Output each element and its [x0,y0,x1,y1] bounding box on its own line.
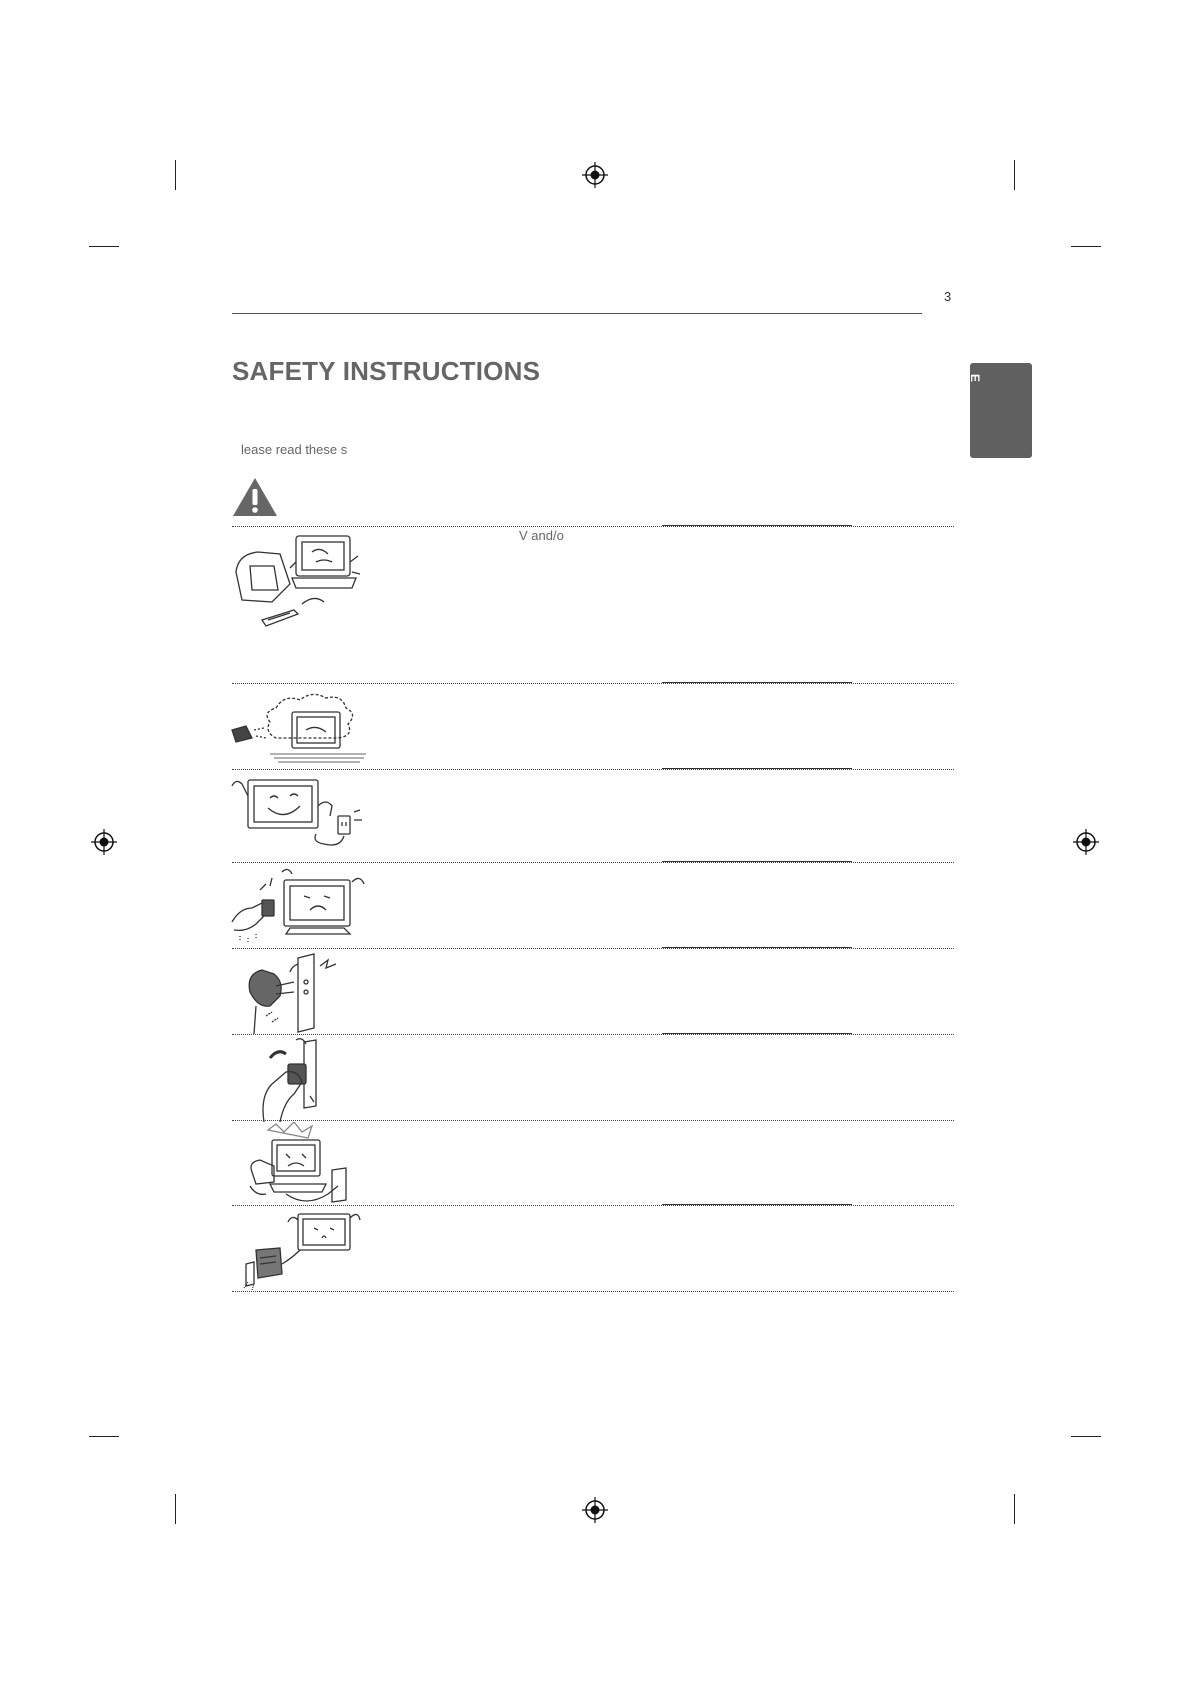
tv-falling-illustration [232,532,364,636]
crop-mark-right-lower [1071,1436,1101,1437]
registration-mark-icon [1073,829,1099,855]
crop-mark-left-upper [89,246,119,247]
header-rule [232,313,922,314]
language-side-tab-label: E [968,374,982,383]
intro-text: lease read these s [241,442,348,457]
row-divider [232,683,954,684]
row-text: V and/o [519,528,564,543]
registration-mark-icon [91,829,117,855]
warning-triangle-icon [231,476,279,518]
tv-heater-illustration [240,1208,364,1290]
row-divider [232,526,954,527]
crop-mark-top-left [175,160,176,190]
row-divider [232,769,954,770]
row-divider [232,1120,954,1121]
registration-mark-icon [582,1497,608,1523]
crop-mark-bottom-right [1014,1494,1015,1524]
row-divider [232,1291,954,1292]
tv-wet-hand-illustration [230,866,370,948]
tv-spray-smoke-illustration [230,688,370,766]
plug-outlet-sparks-illustration [240,952,350,1038]
tv-smiling-plug-illustration [230,776,366,862]
row-divider [232,862,954,863]
hand-unplugging-illustration [250,1036,340,1122]
row-divider [232,948,954,949]
page-number: 3 [944,289,952,304]
page-title: SAFETY INSTRUCTIONS [232,356,541,386]
crop-mark-right-upper [1071,246,1101,247]
crop-mark-top-right [1014,160,1015,190]
crop-mark-left-lower [89,1436,119,1437]
crop-mark-bottom-left [175,1494,176,1524]
registration-mark-icon [582,162,608,188]
tv-crushed-cord-illustration [246,1122,358,1206]
